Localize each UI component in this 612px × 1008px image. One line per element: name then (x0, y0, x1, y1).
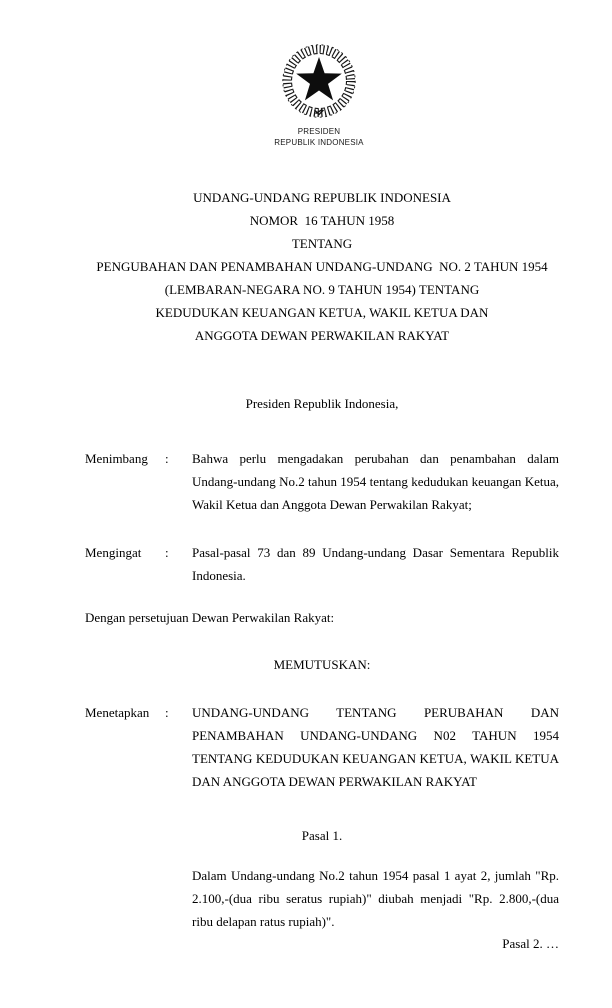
clause-menimbang-label: Menimbang (85, 451, 148, 466)
clause-mengingat-label: Mengingat (85, 545, 142, 560)
article-1-body: Dalam Undang-undang No.2 tahun 1954 pasal 1 ayat 2, jumlah "Rp. 2.100,-(dua ribu seratus rupiah)" diubah menjadi "Rp. 2.800,-(dua ribu delapan ratus rupiah)". (192, 868, 559, 929)
clause-menimbang-colon: : (165, 451, 169, 466)
clause-mengingat-colon: : (165, 545, 169, 560)
clause-mengingat-text: Pasal-pasal 73 dan 89 Undang-undang Dasar Sementara Republik Indonesia. (192, 545, 559, 583)
clause-menetapkan (85, 701, 559, 793)
title-line-5: (LEMBARAN-NEGARA NO. 9 TAHUN 1954) TENTANG (164, 282, 480, 297)
title-line-7: ANGGOTA DEWAN PERWAKILAN RAKYAT (194, 328, 450, 343)
clause-menetapkan-text: UNDANG-UNDANG TENTANG PERUBAHAN DAN PENAMBAHAN UNDANG-UNDANG N02 TAHUN 1954 TENTANG KEDUDUKAN KEUANGAN KETUA, WAKIL KETUA DAN ANGGOTA DEWAN PERWAKILAN RAKYAT (192, 705, 559, 789)
title-line-6: KEDUDUKAN KEUANGAN KETUA, WAKIL KETUA DAN (155, 305, 489, 320)
emblem-caption-presiden: PRESIDEN (297, 127, 341, 136)
salutation-line: Presiden Republik Indonesia, (245, 396, 399, 411)
emblem-caption-republik-indonesia: REPUBLIK INDONESIA (274, 138, 364, 147)
clause-menimbang-text: Bahwa perlu mengadakan perubahan dan penambahan dalam Undang-undang No.2 tahun 1954 tentang kedudukan keuangan Ketua, Wakil Ketua dan Anggota Dewan Perwakilan Rakyat; (192, 451, 559, 512)
title-line-2: NOMOR 16 TAHUN 1958 (249, 213, 395, 228)
presidential-emblem (249, 41, 389, 148)
star-wreath-icon (279, 41, 359, 121)
clause-menetapkan-label: Menetapkan (85, 705, 150, 720)
clause-menetapkan-colon: : (165, 705, 169, 720)
agreement-line: Dengan persetujuan Dewan Perwakilan Rakyat: (85, 610, 335, 625)
clause-menimbang (85, 447, 559, 516)
decision-heading: MEMUTUSKAN: (273, 657, 371, 672)
title-line-1: UNDANG-UNDANG REPUBLIK INDONESIA (193, 190, 451, 205)
title-line-4: PENGUBAHAN DAN PENAMBAHAN UNDANG-UNDANG NO. 2 TAHUN 1954 (96, 259, 548, 274)
clause-mengingat (85, 541, 559, 587)
title-line-3: TENTANG (291, 236, 353, 251)
article-1-heading: Pasal 1. (301, 828, 343, 843)
page-continuation-marker: Pasal 2. … (502, 936, 559, 951)
emblem-caption (249, 126, 389, 148)
law-title-block (85, 186, 559, 347)
